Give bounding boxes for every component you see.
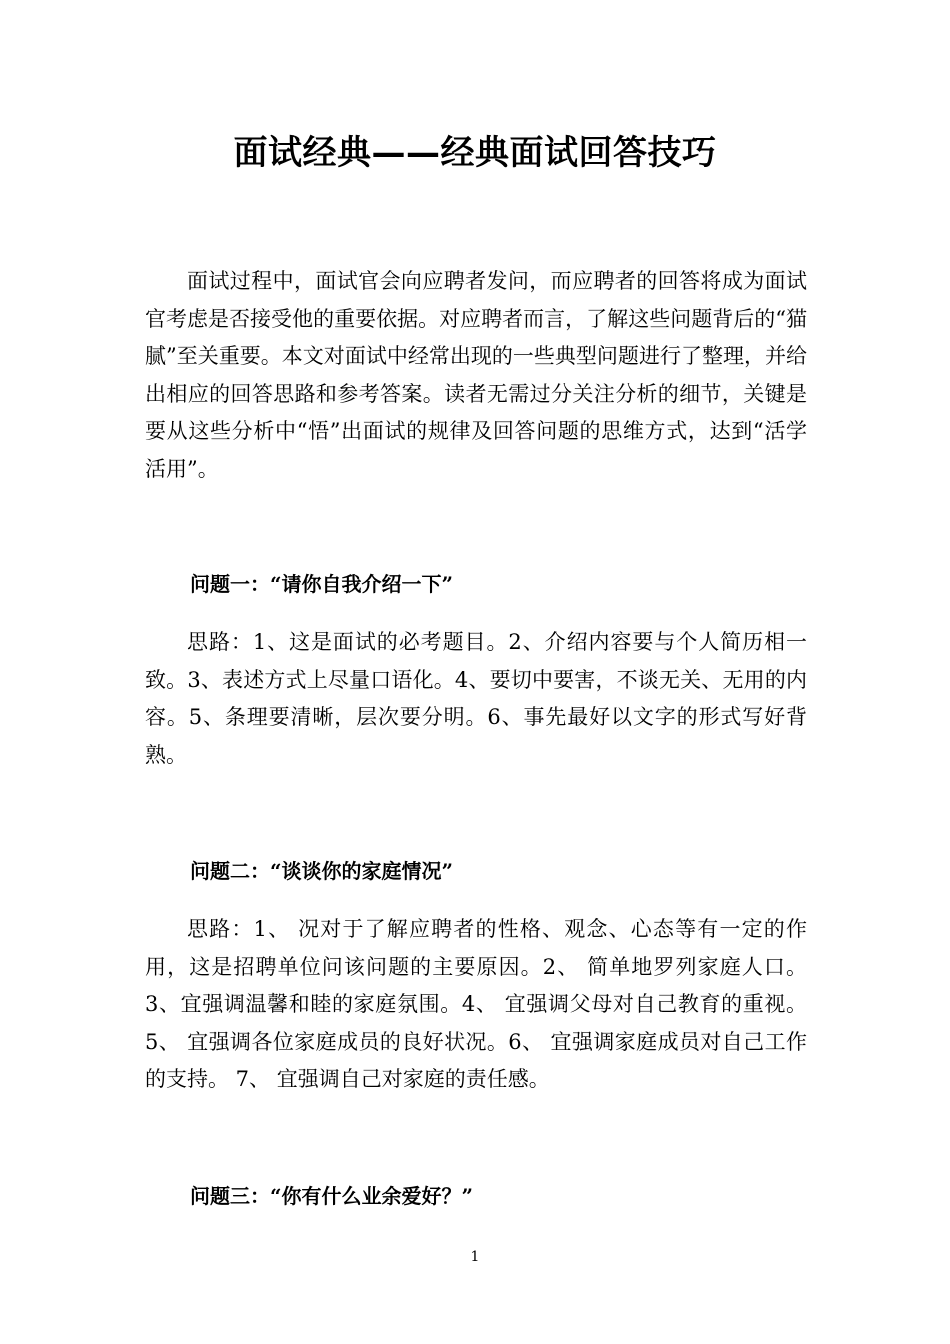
section-body-1: 思路：1、这是面试的必考题目。2、介绍内容要与个人简历相一致。3、表述方式上尽量口语化。4、要切中要害，不谈无关、无用的内容。5、条理要清晰，层次要分明。6、事先最好以文字的形式写好背熟。 bbox=[145, 630, 807, 767]
section-heading-1: 问题一：“请你自我介绍一下” bbox=[190, 572, 454, 596]
section-heading-3: 问题三：“你有什么业余爱好？” bbox=[190, 1184, 474, 1208]
section-body-2: 思路：1、 况对于了解应聘者的性格、观念、心态等有一定的作用，这是招聘单位问该问题的主要原因。2、 简单地罗列家庭人口。3、宜强调温馨和睦的家庭氛围。4、 宜强调父母对自己教育的重视。5、 宜强调各位家庭成员的良好状况。6、 宜强调家庭成员对自己工作的支持。 7、 宜强调自己对家庭的责任感。 bbox=[145, 917, 807, 1091]
intro-paragraph: 面试过程中，面试官会向应聘者发问，而应聘者的回答将成为面试官考虑是否接受他的重要依据。对应聘者而言，了解这些问题背后的“猫腻”至关重要。本文对面试中经常出现的一些典型问题进行了整理，并给出相应的回答思路和参考答案。读者无需过分关注分析的细节，关键是要从这些分析中“悟”出面试的规律及回答问题的思维方式，达到“活学活用”。 bbox=[145, 269, 807, 481]
document-title: 面试经典——经典面试回答技巧 bbox=[233, 133, 717, 173]
section-heading-2: 问题二：“谈谈你的家庭情况” bbox=[190, 859, 454, 883]
page-number: 1 bbox=[470, 1249, 480, 1265]
